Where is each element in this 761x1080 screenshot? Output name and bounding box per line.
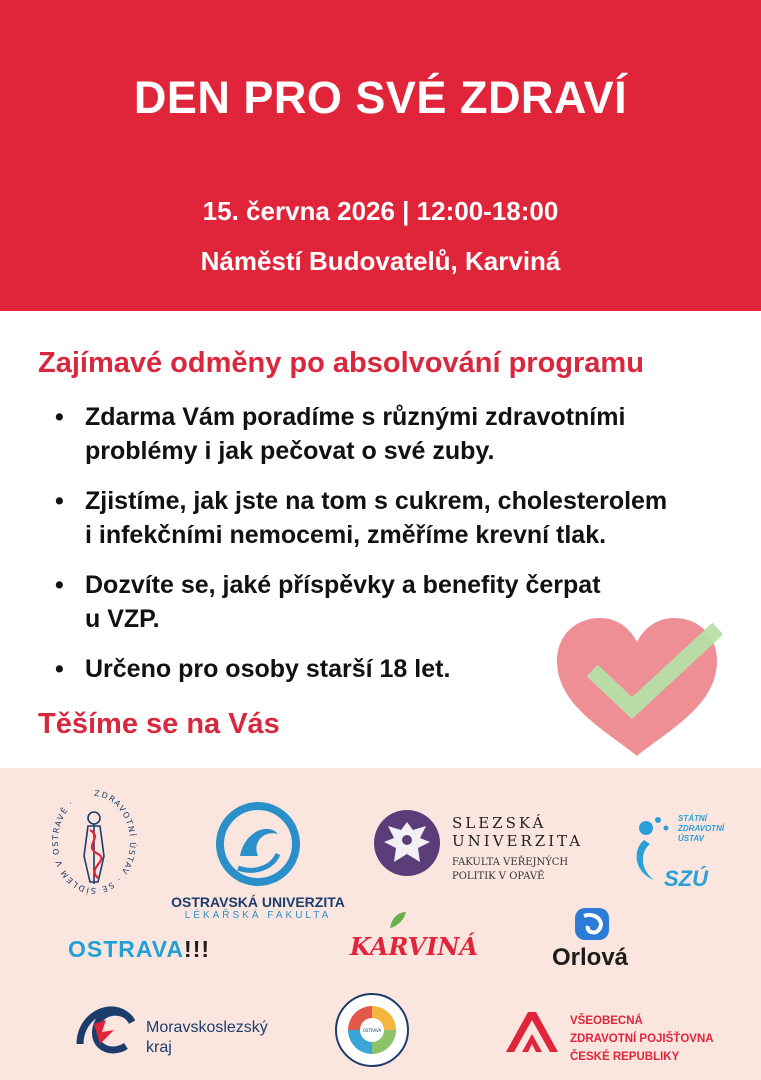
slezska-univerzita-name-line2: UNIVERZITA: [452, 832, 584, 850]
rewards-heading: Zajímavé odměny po absolvování programu: [38, 347, 644, 379]
slezska-univerzita-faculty-line1: FAKULTA VEŘEJNÝCH: [452, 857, 569, 868]
moravskoslezsky-kraj-emblem-icon: [70, 994, 140, 1064]
szu-abbreviation: SZÚ: [664, 866, 708, 891]
event-location: Náměstí Budovatelů, Karviná: [200, 246, 561, 276]
zdravotni-ustav-seal-icon: [48, 786, 140, 898]
vzp-logo: [504, 1008, 744, 1068]
szu-label-line3: ÚSTAV: [678, 834, 704, 843]
vzp-name: [570, 1012, 714, 1066]
list-item-line1: Dozvíte se, jaké příspěvky a benefity čerpat: [85, 571, 601, 599]
ostrava-word: OSTRAVA: [68, 936, 185, 962]
szu-label-line1: STÁTNÍ: [678, 814, 707, 823]
list-item-line1: Určeno pro osoby starší 18 let.: [85, 655, 451, 683]
heart-check-icon: [552, 616, 722, 761]
msk-badge-center-text: OSTRAVA: [362, 1028, 382, 1033]
svg-text:ZDRAVOTNÍ ÚSTAV · SE SÍDLEM V: [51, 789, 139, 897]
bullet-icon: •: [55, 487, 64, 515]
list-item: [52, 400, 742, 468]
bullet-icon: •: [55, 655, 64, 683]
list-item-line2: problémy i jak pečovat o své zuby.: [85, 437, 495, 465]
karvina-logo: [350, 928, 478, 963]
program-section: [0, 311, 761, 768]
karvina-word: KARVINÁ: [350, 932, 479, 961]
list-item-line1: Zdarma Vám poradíme s různými zdravotními: [85, 403, 626, 431]
ostravska-univerzita-faculty: LÉKAŘSKÁ FAKULTA: [184, 910, 332, 921]
closing-text: Těšíme se na Vás: [38, 708, 280, 740]
list-item-line2: i infekčními nemocemi, změříme krevní tlak.: [85, 521, 607, 549]
bullet-icon: •: [55, 571, 64, 599]
bullet-icon: •: [55, 403, 64, 431]
event-date-time: 15. června 2026 | 12:00-18:00: [202, 196, 559, 226]
szu-label: [678, 814, 724, 844]
list-item-line2: u VZP.: [85, 605, 160, 633]
ostravska-univerzita-logo: [168, 798, 348, 928]
msk-circular-badge-logo: [334, 992, 410, 1068]
vzp-line3: ČESKÉ REPUBLIKY: [570, 1051, 680, 1063]
zdravotni-ustav-logo: [48, 786, 140, 898]
list-item-line1: Zjistíme, jak jste na tom s cukrem, cholesterolem: [85, 487, 668, 515]
szu-logo: [628, 806, 728, 896]
slezska-univerzita-name: [452, 814, 583, 850]
moravskoslezsky-kraj-line1: Moravskoslezský: [146, 1019, 268, 1036]
moravskoslezsky-kraj-name: [146, 1018, 268, 1058]
szu-label-line2: ZDRAVOTNÍ: [678, 824, 725, 833]
moravskoslezsky-kraj-line2: kraj: [146, 1039, 172, 1056]
partner-logos: [0, 768, 761, 1080]
zdravotni-ustav-ring-text: ZDRAVOTNÍ ÚSTAV · SE SÍDLEM V OSTRAVĚ ·: [50, 788, 138, 896]
ostravska-univerzita-name: OSTRAVSKÁ UNIVERZITA: [171, 894, 345, 910]
orlova-logo: [548, 906, 638, 976]
slezska-univerzita-eagle-icon: [372, 808, 442, 878]
orlova-emblem-icon: [548, 906, 638, 942]
karvina-leaf-icon: [388, 910, 408, 930]
slezska-univerzita-faculty-line2: POLITIK V OPAVĚ: [452, 871, 545, 882]
ostrava-marks: !!!: [184, 936, 211, 962]
msk-circular-badge-icon: [334, 992, 410, 1068]
vzp-emblem-icon: [504, 1008, 560, 1056]
vzp-line2: ZDRAVOTNÍ POJIŠŤOVNA: [570, 1033, 714, 1045]
vzp-line1: VŠEOBECNÁ: [570, 1015, 643, 1027]
slezska-univerzita-logo: [372, 808, 584, 882]
slezska-univerzita-name-line1: SLEZSKÁ: [452, 814, 547, 832]
list-item: [52, 484, 742, 552]
event-title: DEN PRO SVÉ ZDRAVÍ: [133, 72, 628, 123]
ostrava-logo: [68, 936, 210, 963]
orlova-word: Orlová: [552, 944, 629, 971]
slezska-univerzita-faculty: [452, 856, 568, 884]
event-header: [0, 0, 761, 311]
ostravska-univerzita-emblem-icon: [168, 798, 348, 892]
moravskoslezsky-kraj-logo: [70, 994, 290, 1064]
